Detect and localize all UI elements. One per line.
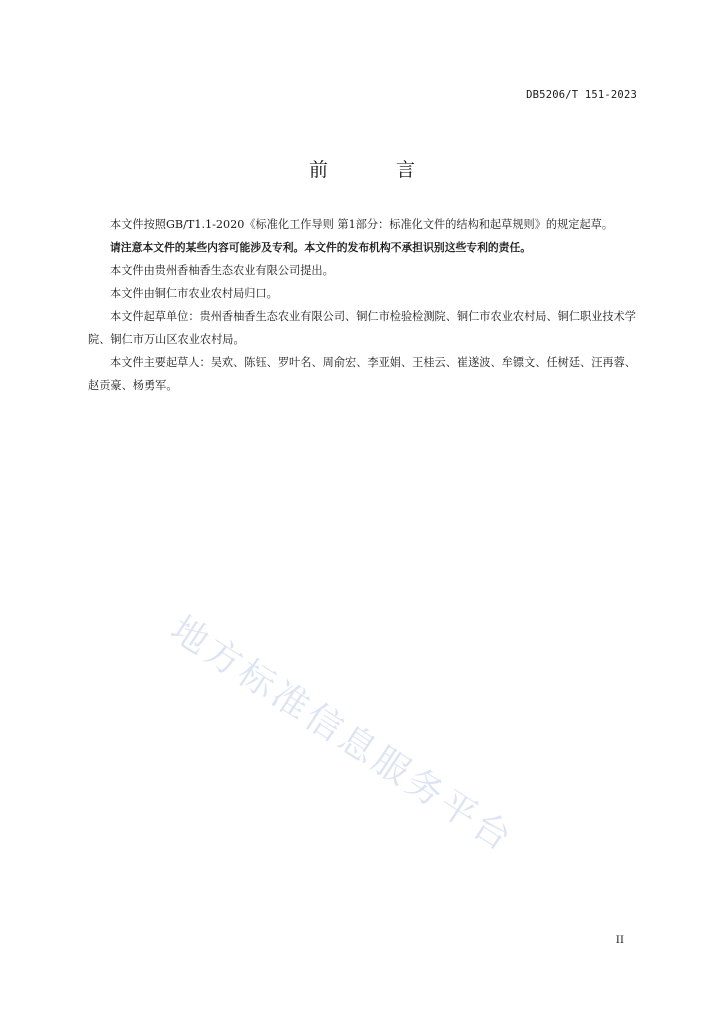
paragraph-drafting-rules: 本文件按照GB/T1.1-2020《标准化工作导则 第1部分：标准化文件的结构和起草规则》的规定起草。 — [110, 218, 614, 231]
title-char-1: 前 — [308, 159, 328, 181]
paragraph-proposer: 本文件由贵州香柚香生态农业有限公司提出。 — [110, 264, 334, 277]
paragraph-main-drafters: 本文件主要起草人：吴欢、陈钰、罗叶名、周俞宏、李亚娟、王桂云、崔遂波、牟镖文、任树廷、汪再蓉、赵贡豪、杨勇军。 — [88, 356, 636, 392]
paragraph-drafting-units: 本文件起草单位：贵州香柚香生态农业有限公司、铜仁市检验检测院、铜仁市农业农村局、铜仁职业技术学院、铜仁市万山区农业农村局。 — [88, 310, 636, 346]
title-char-2: 言 — [396, 159, 416, 181]
foreword-title — [0, 155, 724, 182]
document-code: DB5206/T 151-2023 — [526, 89, 637, 101]
page-number: II — [615, 934, 624, 946]
paragraph-centralized-unit: 本文件由铜仁市农业农村局归口。 — [110, 287, 278, 300]
paragraph-patent-notice: 请注意本文件的某些内容可能涉及专利。本文件的发布机构不承担识别这些专利的责任。 — [110, 241, 532, 254]
watermark-text: 地方标准信息服务平台 — [163, 608, 522, 861]
foreword-body — [88, 213, 636, 397]
